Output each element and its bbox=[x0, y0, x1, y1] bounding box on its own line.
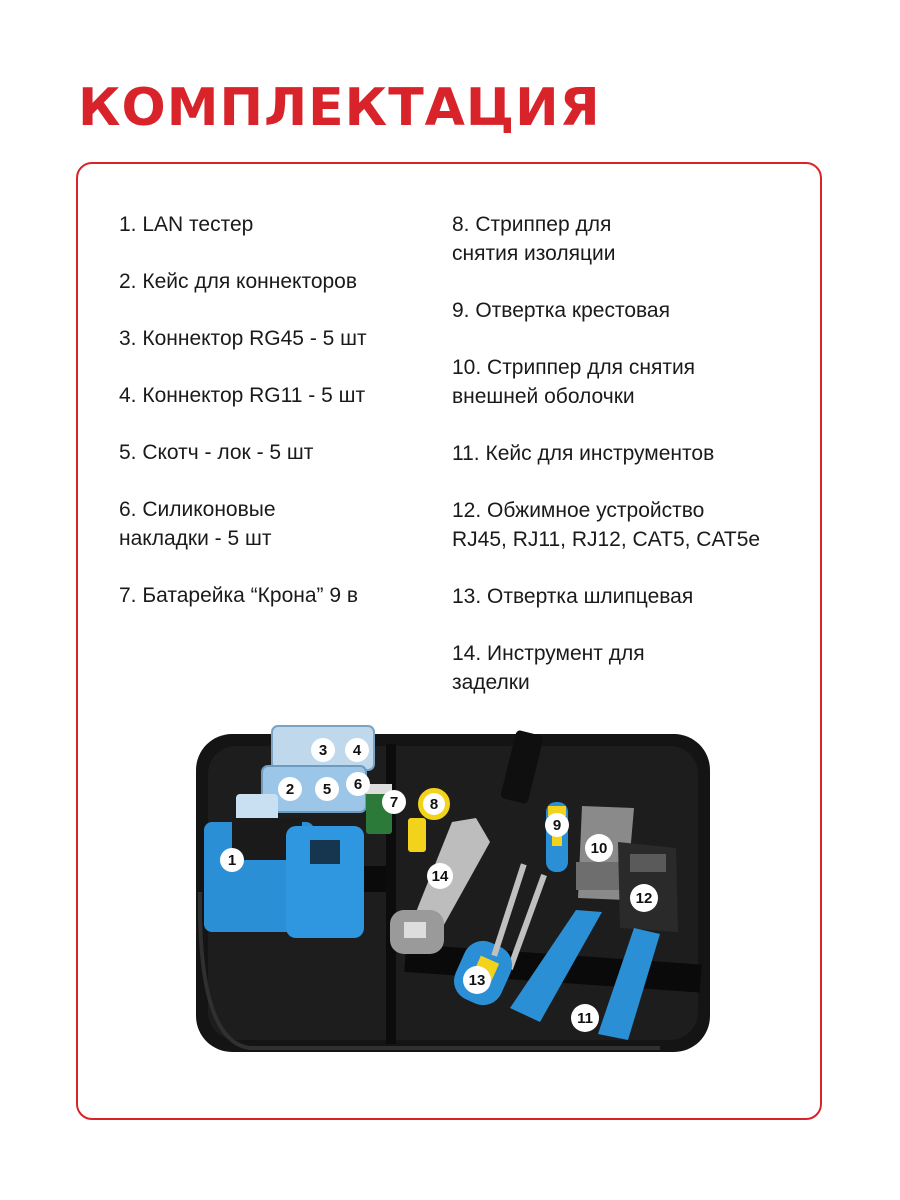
list-item: 10. Стриппер для снятия внешней оболочки bbox=[452, 356, 696, 408]
svg-text:2: 2 bbox=[285, 781, 295, 798]
photo-label bbox=[220, 848, 244, 872]
list-item: 9. Отвертка крестовая bbox=[452, 299, 670, 322]
photo-label bbox=[346, 772, 370, 796]
svg-text:13: 13 bbox=[468, 972, 486, 989]
tool-kit-illustration bbox=[190, 722, 720, 1062]
svg-text:1: 1 bbox=[227, 852, 237, 869]
list-item: 13. Отвертка шлипцевая bbox=[452, 585, 694, 608]
svg-text:4: 4 bbox=[352, 742, 362, 759]
list-item: 1. LAN тестер bbox=[119, 213, 254, 236]
photo-label bbox=[278, 777, 302, 801]
list-item: 3. Коннектор RG45 - 5 шт bbox=[119, 327, 367, 350]
photo-label bbox=[571, 1004, 599, 1032]
list-item: 12. Обжимное устройство RJ45, RJ11, RJ12, CAT5, CAT5e bbox=[452, 499, 761, 551]
page-title: КОМПЛЕКТАЦИЯ bbox=[78, 78, 601, 138]
list-item: 2. Кейс для коннекторов bbox=[119, 270, 358, 293]
svg-text:12: 12 bbox=[635, 890, 653, 907]
photo-label bbox=[311, 738, 335, 762]
svg-text:8: 8 bbox=[429, 796, 439, 813]
photo-label bbox=[423, 793, 445, 815]
svg-text:6: 6 bbox=[353, 776, 363, 793]
svg-text:7: 7 bbox=[389, 794, 399, 811]
photo-label bbox=[427, 863, 453, 889]
photo-label bbox=[345, 738, 369, 762]
svg-text:10: 10 bbox=[590, 840, 608, 857]
svg-text:3: 3 bbox=[318, 742, 328, 759]
photo-label bbox=[315, 777, 339, 801]
photo-label bbox=[585, 834, 613, 862]
photo-label bbox=[382, 790, 406, 814]
list-item: 4. Коннектор RG11 - 5 шт bbox=[119, 384, 366, 407]
list-item: 11. Кейс для инструментов bbox=[452, 442, 715, 465]
list-item: 14. Инструмент для заделки bbox=[452, 642, 645, 694]
svg-text:9: 9 bbox=[552, 817, 562, 834]
list-item: 6. Силиконовые накладки - 5 шт bbox=[119, 498, 276, 550]
svg-text:5: 5 bbox=[322, 781, 332, 798]
photo-label bbox=[463, 966, 491, 994]
photo-label bbox=[545, 813, 569, 837]
list-item: 7. Батарейка “Крона” 9 в bbox=[119, 584, 359, 607]
list-item: 8. Стриппер для снятия изоляции bbox=[452, 213, 616, 265]
list-item: 5. Скотч - лок - 5 шт bbox=[119, 441, 314, 464]
photo-label bbox=[630, 884, 658, 912]
svg-text:11: 11 bbox=[577, 1010, 593, 1027]
svg-text:14: 14 bbox=[431, 868, 449, 885]
